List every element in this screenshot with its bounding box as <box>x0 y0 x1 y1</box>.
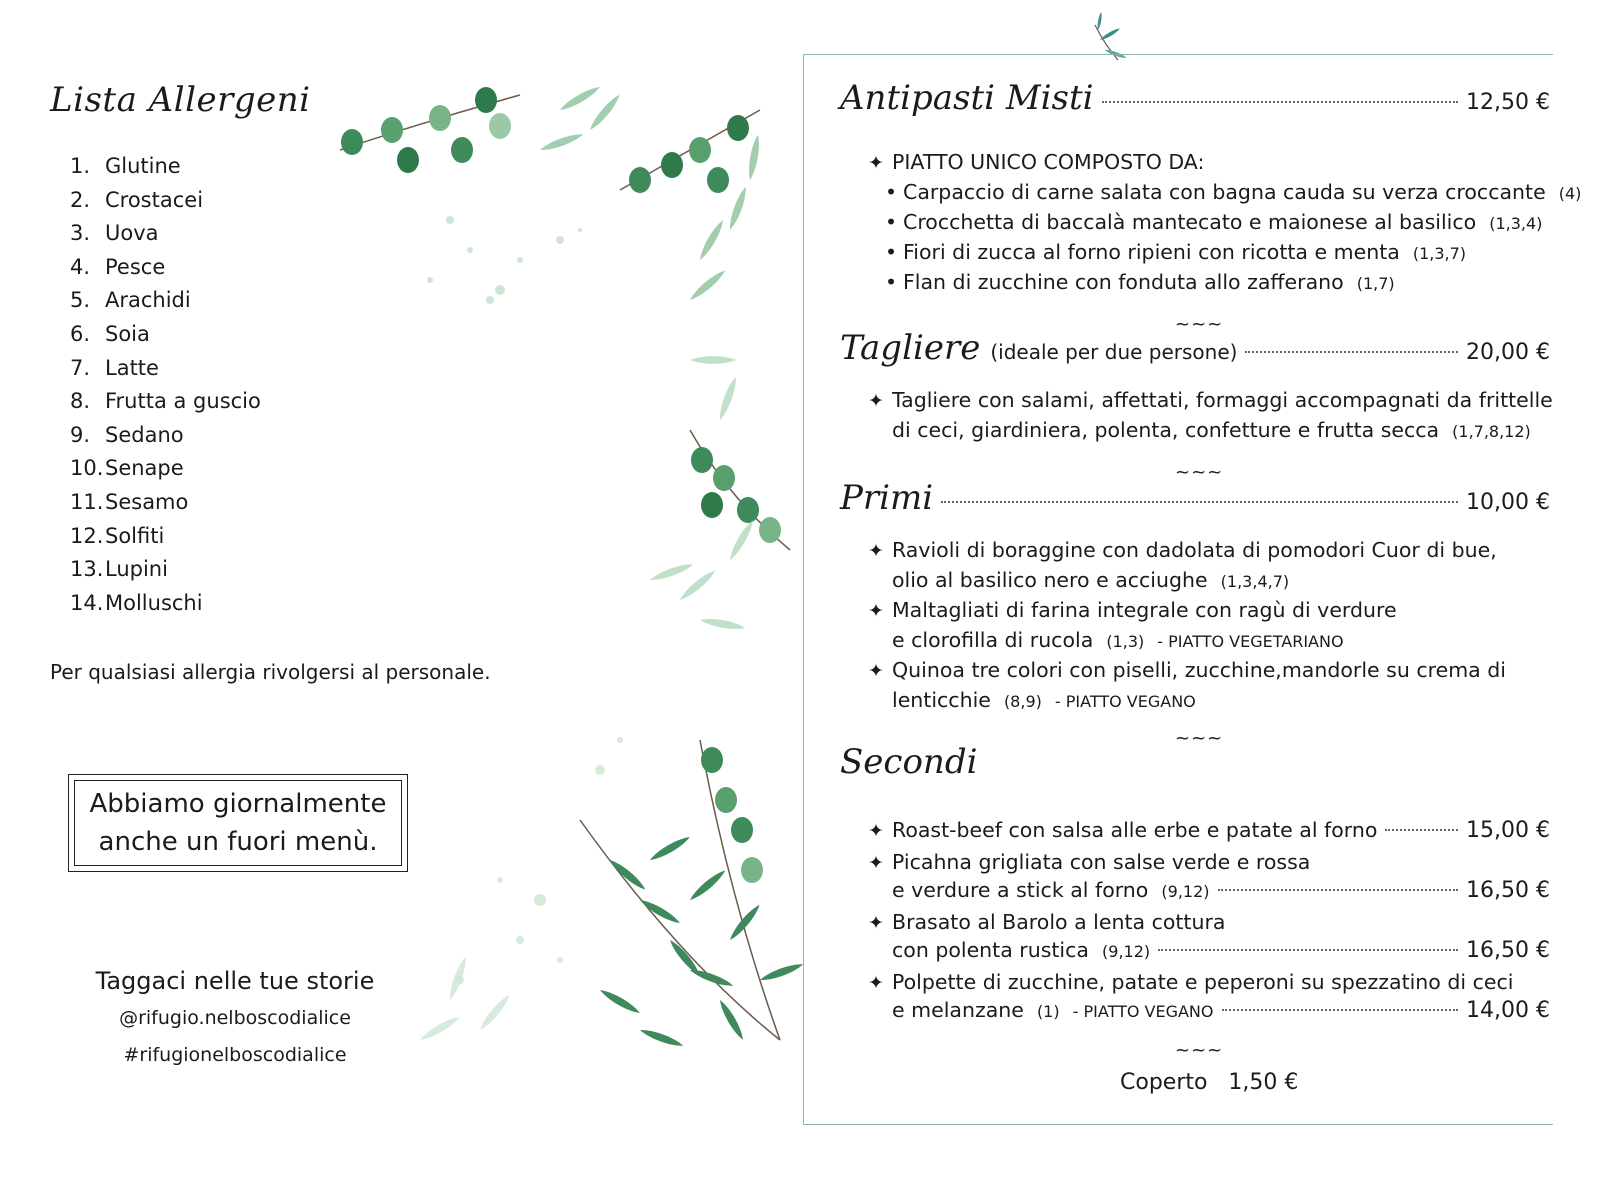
allergen-item <box>70 217 261 251</box>
allergen-number: 14. <box>70 590 104 615</box>
section-separator: ~~~ <box>1175 314 1224 335</box>
star-icon: ✦ <box>868 912 884 934</box>
allergen-label: Uova <box>105 221 159 246</box>
leaf-branch-middle <box>649 356 790 631</box>
allergen-label: Pesce <box>105 254 166 279</box>
antipasti-intro: ✦ PIATTO UNICO COMPOSTO DA: <box>868 150 1205 174</box>
primi-item: ✦ Maltagliati di farina integrale con ragù di verdure <box>868 598 1397 622</box>
allergen-item <box>70 251 261 285</box>
allergen-item <box>70 486 261 520</box>
social-block <box>80 962 390 1074</box>
social-hashtag: #rifugionelboscodialice <box>123 1044 347 1066</box>
allergen-list <box>70 150 261 620</box>
secondi-item: ✦ Brasato al Barolo a lenta cottura <box>868 910 1226 934</box>
secondi-item-cont: e verdure a stick al forno (9,12) 16,50 € <box>892 878 1550 903</box>
leader-dots <box>1218 889 1459 891</box>
bullet-icon: • <box>885 270 898 294</box>
antipasti-title: Antipasti Misti <box>840 78 1094 118</box>
secondi-item: ✦ Picahna grigliata con salse verde e rossa <box>868 850 1311 874</box>
tagliere-subtitle: (ideale per due persone) <box>990 340 1238 364</box>
star-icon: ✦ <box>868 540 884 562</box>
sprig-ornament <box>1095 12 1127 60</box>
star-icon: ✦ <box>868 152 884 174</box>
allergen-item <box>70 318 261 352</box>
allergen-number: 10. <box>70 456 104 481</box>
allergy-note: Per qualsiasi allergia rivolgersi al personale. <box>50 660 491 684</box>
allergen-label: Arachidi <box>105 288 191 313</box>
leaf-branch-top <box>340 84 762 304</box>
allergen-number: 2. <box>70 187 91 212</box>
primi-item-cont: olio al basilico nero e acciughe (1,3,4,7) <box>892 568 1290 592</box>
allergen-label: Soia <box>105 321 150 346</box>
allergen-label: Glutine <box>105 154 181 178</box>
tagliere-title: Tagliere <box>840 328 981 368</box>
secondi-title: Secondi <box>840 742 978 782</box>
allergen-label: Frutta a guscio <box>105 389 261 414</box>
allergen-label: Molluschi <box>105 590 203 615</box>
leader-dots <box>1102 101 1459 103</box>
secondi-item-cont: e melanzane (1) - PIATTO VEGANO 14,00 € <box>892 998 1550 1023</box>
allergen-label: Lupini <box>105 557 168 582</box>
cover-charge: Coperto 1,50 € <box>1120 1070 1299 1095</box>
primi-price: 10,00 € <box>1466 490 1550 515</box>
social-heading: Taggaci nelle tue storie <box>95 967 375 995</box>
secondi-header <box>840 742 977 782</box>
bullet-icon: • <box>885 210 898 234</box>
allergen-item <box>70 352 261 386</box>
leader-dots <box>1158 949 1458 951</box>
star-icon: ✦ <box>868 972 884 994</box>
leader-dots <box>941 501 1458 503</box>
allergen-number: 9. <box>70 422 91 447</box>
secondi-item: ✦ Roast-beef con salsa alle erbe e patate al forno 15,00 € <box>868 818 1550 843</box>
allergen-item <box>70 553 261 587</box>
bullet-icon: • <box>885 240 898 264</box>
allergen-label: Crostacei <box>105 187 204 212</box>
allergen-number: 8. <box>70 389 91 414</box>
bullet-icon: • <box>885 180 898 204</box>
leaf-branch-bottom <box>418 737 804 1049</box>
antipasti-item: • Flan di zucchine con fonduta allo zafferano (1,7) <box>885 270 1395 294</box>
allergen-number: 4. <box>70 254 91 279</box>
allergen-item <box>70 284 261 318</box>
leader-dots <box>1245 351 1458 353</box>
antipasti-header <box>840 78 1550 118</box>
allergen-item <box>70 419 261 453</box>
allergen-number: 5. <box>70 288 91 313</box>
antipasti-item: • Fiori di zucca al forno ripieni con ricotta e menta (1,3,7) <box>885 240 1467 264</box>
antipasti-price: 12,50 € <box>1466 90 1550 115</box>
allergen-number: 6. <box>70 321 91 346</box>
leader-dots <box>1385 829 1458 831</box>
allergen-number: 1. <box>70 154 91 178</box>
primi-item-cont: lenticchie (8,9) - PIATTO VEGANO <box>892 688 1196 712</box>
daily-special-line1: Abbiamo giornalmente <box>89 789 387 819</box>
allergen-list-title: Lista Allergeni <box>50 80 311 120</box>
secondi-item: ✦ Polpette di zucchine, patate e peperoni su spezzatino di ceci <box>868 970 1514 994</box>
star-icon: ✦ <box>868 660 884 682</box>
allergen-item <box>70 385 261 419</box>
social-handle: @rifugio.nelboscodialice <box>119 1007 351 1029</box>
allergen-number: 7. <box>70 355 91 380</box>
leader-dots <box>1222 1009 1459 1011</box>
primi-item: ✦ Ravioli di boraggine con dadolata di pomodori Cuor di bue, <box>868 538 1497 562</box>
allergen-label: Senape <box>105 456 184 481</box>
section-separator: ~~~ <box>1175 462 1224 483</box>
secondi-item-cont: con polenta rustica (9,12) 16,50 € <box>892 938 1550 963</box>
allergen-number: 13. <box>70 557 104 582</box>
tagliere-price: 20,00 € <box>1466 340 1550 365</box>
primi-item-cont: e clorofilla di rucola (1,3) - PIATTO VEGETARIANO <box>892 628 1344 652</box>
allergen-number: 3. <box>70 221 91 246</box>
antipasti-item: • Carpaccio di carne salata con bagna cauda su verza croccante (4) <box>885 180 1582 204</box>
tagliere-line2: di ceci, giardiniera, polenta, confetture e frutta secca (1,7,8,12) <box>892 418 1531 442</box>
primi-title: Primi <box>840 478 934 518</box>
allergen-label: Sesamo <box>105 489 189 514</box>
star-icon: ✦ <box>868 600 884 622</box>
allergen-label: Latte <box>105 355 159 380</box>
antipasti-item: • Crocchetta di baccalà mantecato e maionese al basilico (1,3,4) <box>885 210 1543 234</box>
tagliere-header <box>840 328 1550 368</box>
section-separator: ~~~ <box>1175 728 1224 749</box>
daily-special-box <box>68 774 408 872</box>
star-icon: ✦ <box>868 852 884 874</box>
star-icon: ✦ <box>868 390 884 412</box>
allergen-label: Sedano <box>105 422 184 447</box>
allergen-item <box>70 150 261 184</box>
allergen-label: Solfiti <box>105 523 165 548</box>
daily-special-line2: anche un fuori menù. <box>98 827 378 857</box>
allergen-item <box>70 184 261 218</box>
tagliere-line1: ✦ Tagliere con salami, affettati, formaggi accompagnati da frittelle <box>868 388 1553 412</box>
primi-item: ✦ Quinoa tre colori con piselli, zucchine,mandorle su crema di <box>868 658 1506 682</box>
star-icon: ✦ <box>868 820 884 842</box>
section-separator: ~~~ <box>1175 1040 1224 1061</box>
allergen-item <box>70 587 261 621</box>
allergen-item <box>70 520 261 554</box>
allergen-item <box>70 452 261 486</box>
primi-header <box>840 478 1550 518</box>
allergen-number: 11. <box>70 489 104 514</box>
allergen-number: 12. <box>70 523 104 548</box>
